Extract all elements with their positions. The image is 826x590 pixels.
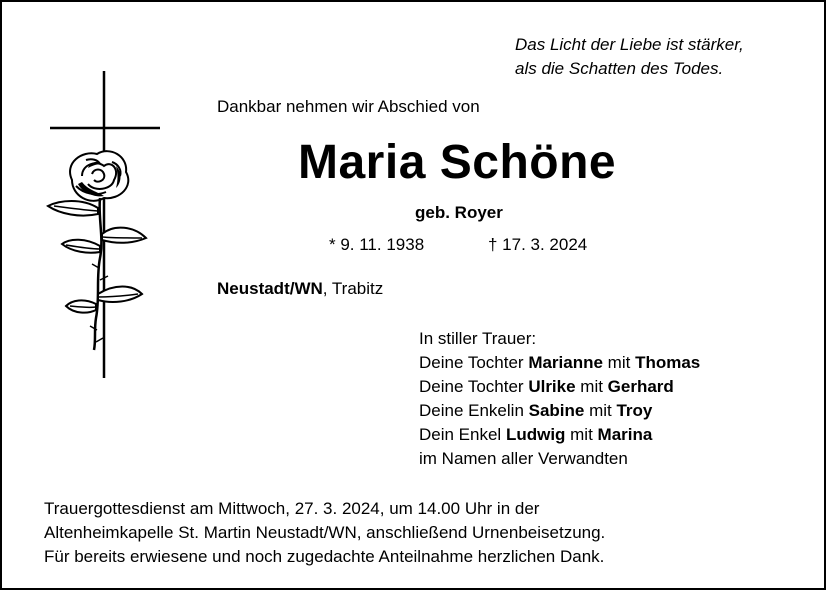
quote xyxy=(515,33,744,81)
quote-line: als die Schatten des Todes. xyxy=(515,59,724,78)
mourner-name: Ludwig xyxy=(505,425,566,444)
birth-name: geb. Royer xyxy=(415,203,503,222)
relation: Dein Enkel xyxy=(419,425,506,444)
mourner-name: Marianne xyxy=(528,353,603,372)
footer-line: Trauergottesdienst am Mittwoch, 27. 3. 2024, um 14.00 Uhr in der xyxy=(44,499,540,518)
footer-line: Für bereits erwiesene und noch zugedachte Anteilnahme herzlichen Dank. xyxy=(44,547,605,566)
death-date: † 17. 3. 2024 xyxy=(488,235,588,254)
residence xyxy=(217,279,383,299)
intro-text: Dankbar nehmen wir Abschied von xyxy=(217,97,480,116)
residence-rest: , Trabitz xyxy=(322,279,384,298)
deceased-name: Maria Schöne xyxy=(298,136,617,189)
partner-name: Troy xyxy=(616,401,653,420)
conjunction: mit xyxy=(584,401,617,420)
conjunction: mit xyxy=(602,353,636,372)
residence-town: Neustadt/WN xyxy=(217,279,323,298)
cross-with-rose-icon xyxy=(42,68,166,382)
footer-line: Altenheimkapelle St. Martin Neustadt/WN, anschließend Urnenbeisetzung. xyxy=(44,523,606,542)
mourner-line xyxy=(419,423,700,447)
mourner-line xyxy=(419,375,700,399)
mourners-heading: In stiller Trauer: xyxy=(419,329,537,348)
partner-name: Gerhard xyxy=(607,377,674,396)
relation: Deine Tochter xyxy=(419,377,529,396)
birth-date: * 9. 11. 1938 xyxy=(329,235,425,254)
quote-line: Das Licht der Liebe ist stärker, xyxy=(515,35,744,54)
relation: Deine Enkelin xyxy=(419,401,529,420)
conjunction: mit xyxy=(565,425,598,444)
service-notice xyxy=(44,497,605,569)
mourners-list xyxy=(419,327,700,471)
mourner-line xyxy=(419,399,700,423)
relation: Deine Tochter xyxy=(419,353,529,372)
partner-name: Thomas xyxy=(635,353,701,372)
mourners-closing: im Namen aller Verwandten xyxy=(419,449,628,468)
mourner-name: Ulrike xyxy=(528,377,576,396)
mourner-line xyxy=(419,351,700,375)
partner-name: Marina xyxy=(597,425,653,444)
conjunction: mit xyxy=(575,377,608,396)
mourner-name: Sabine xyxy=(528,401,585,420)
